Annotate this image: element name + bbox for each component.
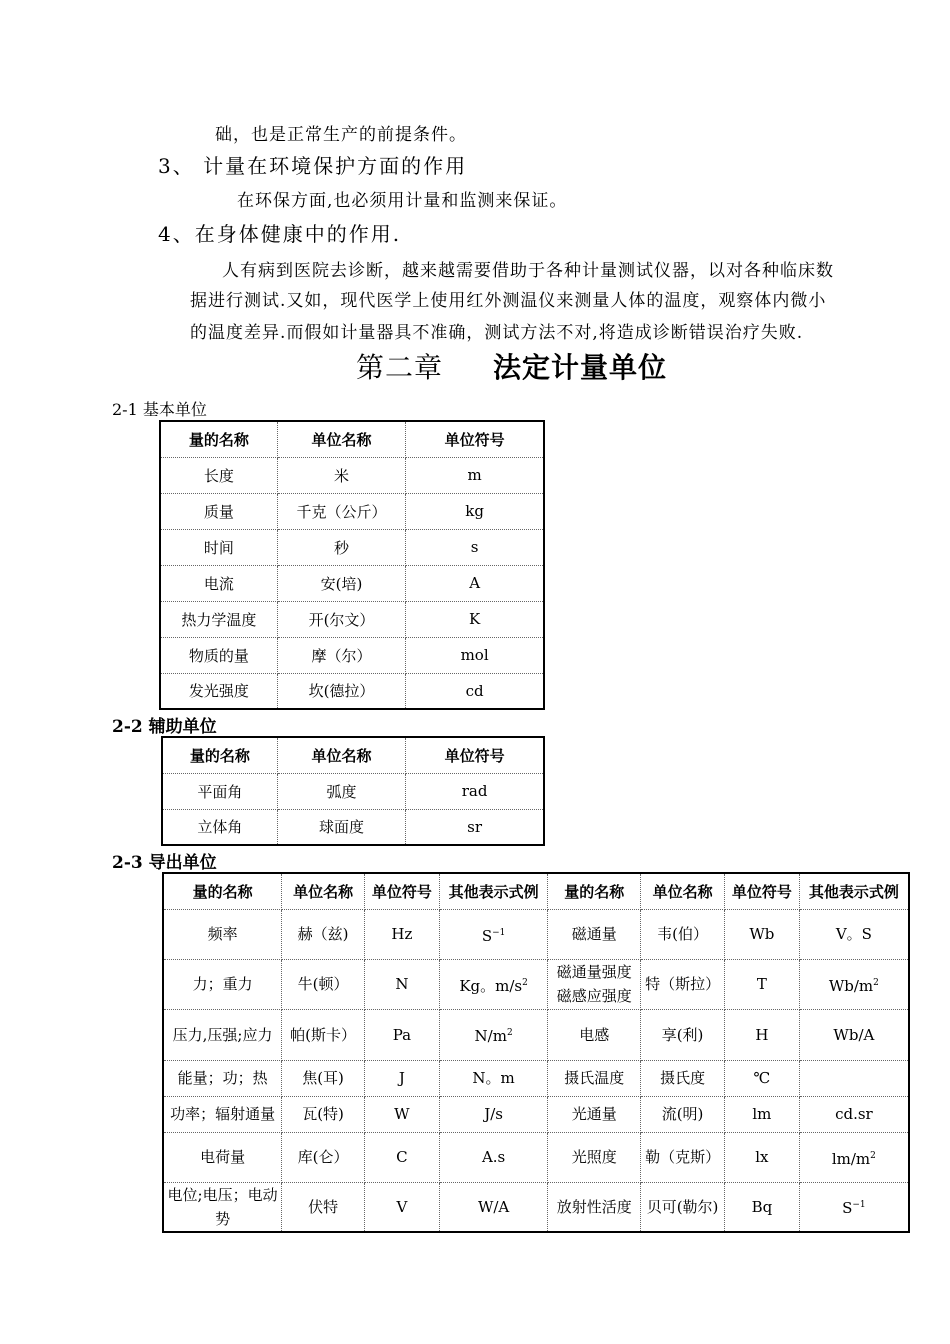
base-units-table [159, 420, 545, 710]
chapter-title: 法定计量单位 [493, 351, 668, 384]
superscript: 2 [522, 977, 528, 988]
table-row [162, 809, 544, 845]
table-cell: 瓦(特) [282, 1096, 365, 1132]
table-cell: 磁通量强度磁感应强度 [548, 959, 641, 1009]
table-cell: s [406, 529, 544, 565]
table-cell: m [406, 457, 544, 493]
table-cell: 球面度 [277, 809, 405, 845]
table-cell: 能量；功；热 [163, 1060, 282, 1096]
table-cell: W/A [439, 1182, 548, 1232]
table-cell: Bq [724, 1182, 799, 1232]
table-cell: rad [406, 773, 544, 809]
table-cell: C [364, 1132, 439, 1182]
section-heading-3: 3、 计量在环境保护方面的作用 [158, 154, 468, 178]
paragraph-3: 在环保方面,也必须用计量和监测来保证。 [237, 191, 568, 211]
table-cell: $Wb/m^2$ [799, 959, 909, 1009]
column-header: 量的名称 [162, 737, 277, 773]
derived-units-table [162, 872, 910, 1233]
table-cell: mol [406, 637, 544, 673]
table-cell: 开(尔文） [277, 601, 405, 637]
column-header: 单位名称 [277, 421, 405, 457]
table-cell: lx [724, 1132, 799, 1182]
table-row [163, 909, 909, 959]
table-cell: 摩（尔） [277, 637, 405, 673]
table-cell: 电感 [548, 1009, 641, 1060]
table-cell: 电位;电压；电动势 [163, 1182, 282, 1232]
table-cell: 物质的量 [160, 637, 277, 673]
superscript: 2 [506, 1028, 513, 1038]
section-heading-4: 4、在身体健康中的作用. [158, 222, 402, 246]
table-cell: 米 [277, 457, 405, 493]
table-cell: 弧度 [277, 773, 405, 809]
table-row [163, 1009, 909, 1060]
table-cell: N [364, 959, 439, 1009]
section-label-2-1: 2-1 基本单位 [112, 400, 207, 419]
column-header: 其他表示式例 [799, 873, 909, 909]
table-cell: 电流 [160, 565, 277, 601]
table-cell: J [364, 1060, 439, 1096]
table-cell: sr [406, 809, 544, 845]
table-cell: 光照度 [548, 1132, 641, 1182]
table-cell: A.s [439, 1132, 548, 1182]
table-cell: N。m [439, 1060, 548, 1096]
column-header: 单位符号 [406, 737, 544, 773]
column-header: 单位名称 [641, 873, 725, 909]
table-cell: Wb [724, 909, 799, 959]
table-row [160, 493, 544, 529]
table-row [162, 773, 544, 809]
table-cell: 焦(耳) [282, 1060, 365, 1096]
table-cell: cd [406, 673, 544, 709]
table-cell: 时间 [160, 529, 277, 565]
table-cell: Hz [364, 909, 439, 959]
column-header: 量的名称 [548, 873, 641, 909]
column-header: 单位符号 [364, 873, 439, 909]
table-cell: J/s [439, 1096, 548, 1132]
table-cell: 贝可(勒尔) [641, 1182, 725, 1232]
table-row [163, 1132, 909, 1182]
table-cell: W [364, 1096, 439, 1132]
table-cell: 长度 [160, 457, 277, 493]
section-label-2-2: 2-2 辅助单位 [112, 717, 217, 737]
column-header: 单位名称 [282, 873, 365, 909]
column-header: 单位符号 [724, 873, 799, 909]
intro-line: 础，也是正常生产的前提条件。 [215, 125, 467, 145]
table-row [160, 637, 544, 673]
table-row [163, 1096, 909, 1132]
table-row [160, 601, 544, 637]
table-cell: 立体角 [162, 809, 277, 845]
table-cell: 电荷量 [163, 1132, 282, 1182]
table-cell: lm [724, 1096, 799, 1132]
table-cell: V。S [799, 909, 909, 959]
column-header: 量的名称 [163, 873, 282, 909]
table-cell: Pa [364, 1009, 439, 1060]
table-cell: V [364, 1182, 439, 1232]
table-cell: Wb/A [799, 1009, 909, 1060]
paragraph-4-line2: 据进行测试.又如，现代医学上使用红外测温仪来测量人体的温度，观察体内微小 [190, 291, 827, 311]
table-cell: cd.sr [799, 1096, 909, 1132]
paragraph-4-line1: 人有病到医院去诊断，越来越需要借助于各种计量测试仪器，以对各种临床数 [222, 261, 834, 281]
table-cell: 压力,压强;应力 [163, 1009, 282, 1060]
table-cell: 库(仑） [282, 1132, 365, 1182]
table-cell: 伏特 [282, 1182, 365, 1232]
table-cell: $S^{-1}$ [799, 1182, 909, 1232]
column-header: 单位符号 [406, 421, 544, 457]
table-row [163, 1060, 909, 1096]
table-cell: 放射性活度 [548, 1182, 641, 1232]
chapter-number: 第二章 [356, 351, 444, 384]
table-cell: 摄氏度 [641, 1060, 725, 1096]
superscript: 2 [870, 1150, 876, 1161]
table-row [160, 673, 544, 709]
table-cell: 秒 [277, 529, 405, 565]
table-cell: kg [406, 493, 544, 529]
table-row [163, 1182, 909, 1232]
superscript: −1 [852, 1200, 866, 1211]
table-cell: $lm/m^2$ [799, 1132, 909, 1182]
superscript: 2 [873, 977, 879, 988]
supplementary-units-table [161, 736, 545, 846]
table-cell: 热力学温度 [160, 601, 277, 637]
paragraph-4-line3: 的温度差异.而假如计量器具不准确，测试方法不对,将造成诊断错误治疗失败. [190, 323, 804, 343]
table-cell: 流(明) [641, 1096, 725, 1132]
table-cell: 牛(顿） [282, 959, 365, 1009]
section-label-2-3: 2-3 导出单位 [112, 853, 217, 873]
table-cell: 安(培) [277, 565, 405, 601]
table-cell: 质量 [160, 493, 277, 529]
table-cell: 韦(伯） [641, 909, 725, 959]
table-cell: 赫（兹) [282, 909, 365, 959]
table-cell: $N/m^2$ [439, 1009, 548, 1060]
table-cell: 摄氏温度 [548, 1060, 641, 1096]
table-row [160, 457, 544, 493]
table-cell: 平面角 [162, 773, 277, 809]
table-cell: Kg。$m/s^2$ [439, 959, 548, 1009]
table-cell: 千克（公斤） [277, 493, 405, 529]
table-cell: 频率 [163, 909, 282, 959]
column-header: 单位名称 [277, 737, 405, 773]
table-row [160, 565, 544, 601]
table-cell: 帕(斯卡） [282, 1009, 365, 1060]
column-header: 量的名称 [160, 421, 277, 457]
table-cell: 磁通量 [548, 909, 641, 959]
table-cell: 特（斯拉） [641, 959, 725, 1009]
table-cell [799, 1060, 909, 1096]
table-cell: 光通量 [548, 1096, 641, 1132]
table-cell: ℃ [724, 1060, 799, 1096]
table-cell: T [724, 959, 799, 1009]
table-row [160, 529, 544, 565]
table-cell: 享(利) [641, 1009, 725, 1060]
table-row [163, 959, 909, 1009]
table-cell: 功率；辐射通量 [163, 1096, 282, 1132]
column-header: 其他表示式例 [439, 873, 548, 909]
superscript: −1 [492, 927, 506, 938]
table-cell: 勒（克斯） [641, 1132, 725, 1182]
table-cell: H [724, 1009, 799, 1060]
table-cell: A [406, 565, 544, 601]
table-cell: 坎(德拉） [277, 673, 405, 709]
table-cell: $S^{-1}$ [439, 909, 548, 959]
table-cell: K [406, 601, 544, 637]
table-cell: 力；重力 [163, 959, 282, 1009]
table-cell: 发光强度 [160, 673, 277, 709]
